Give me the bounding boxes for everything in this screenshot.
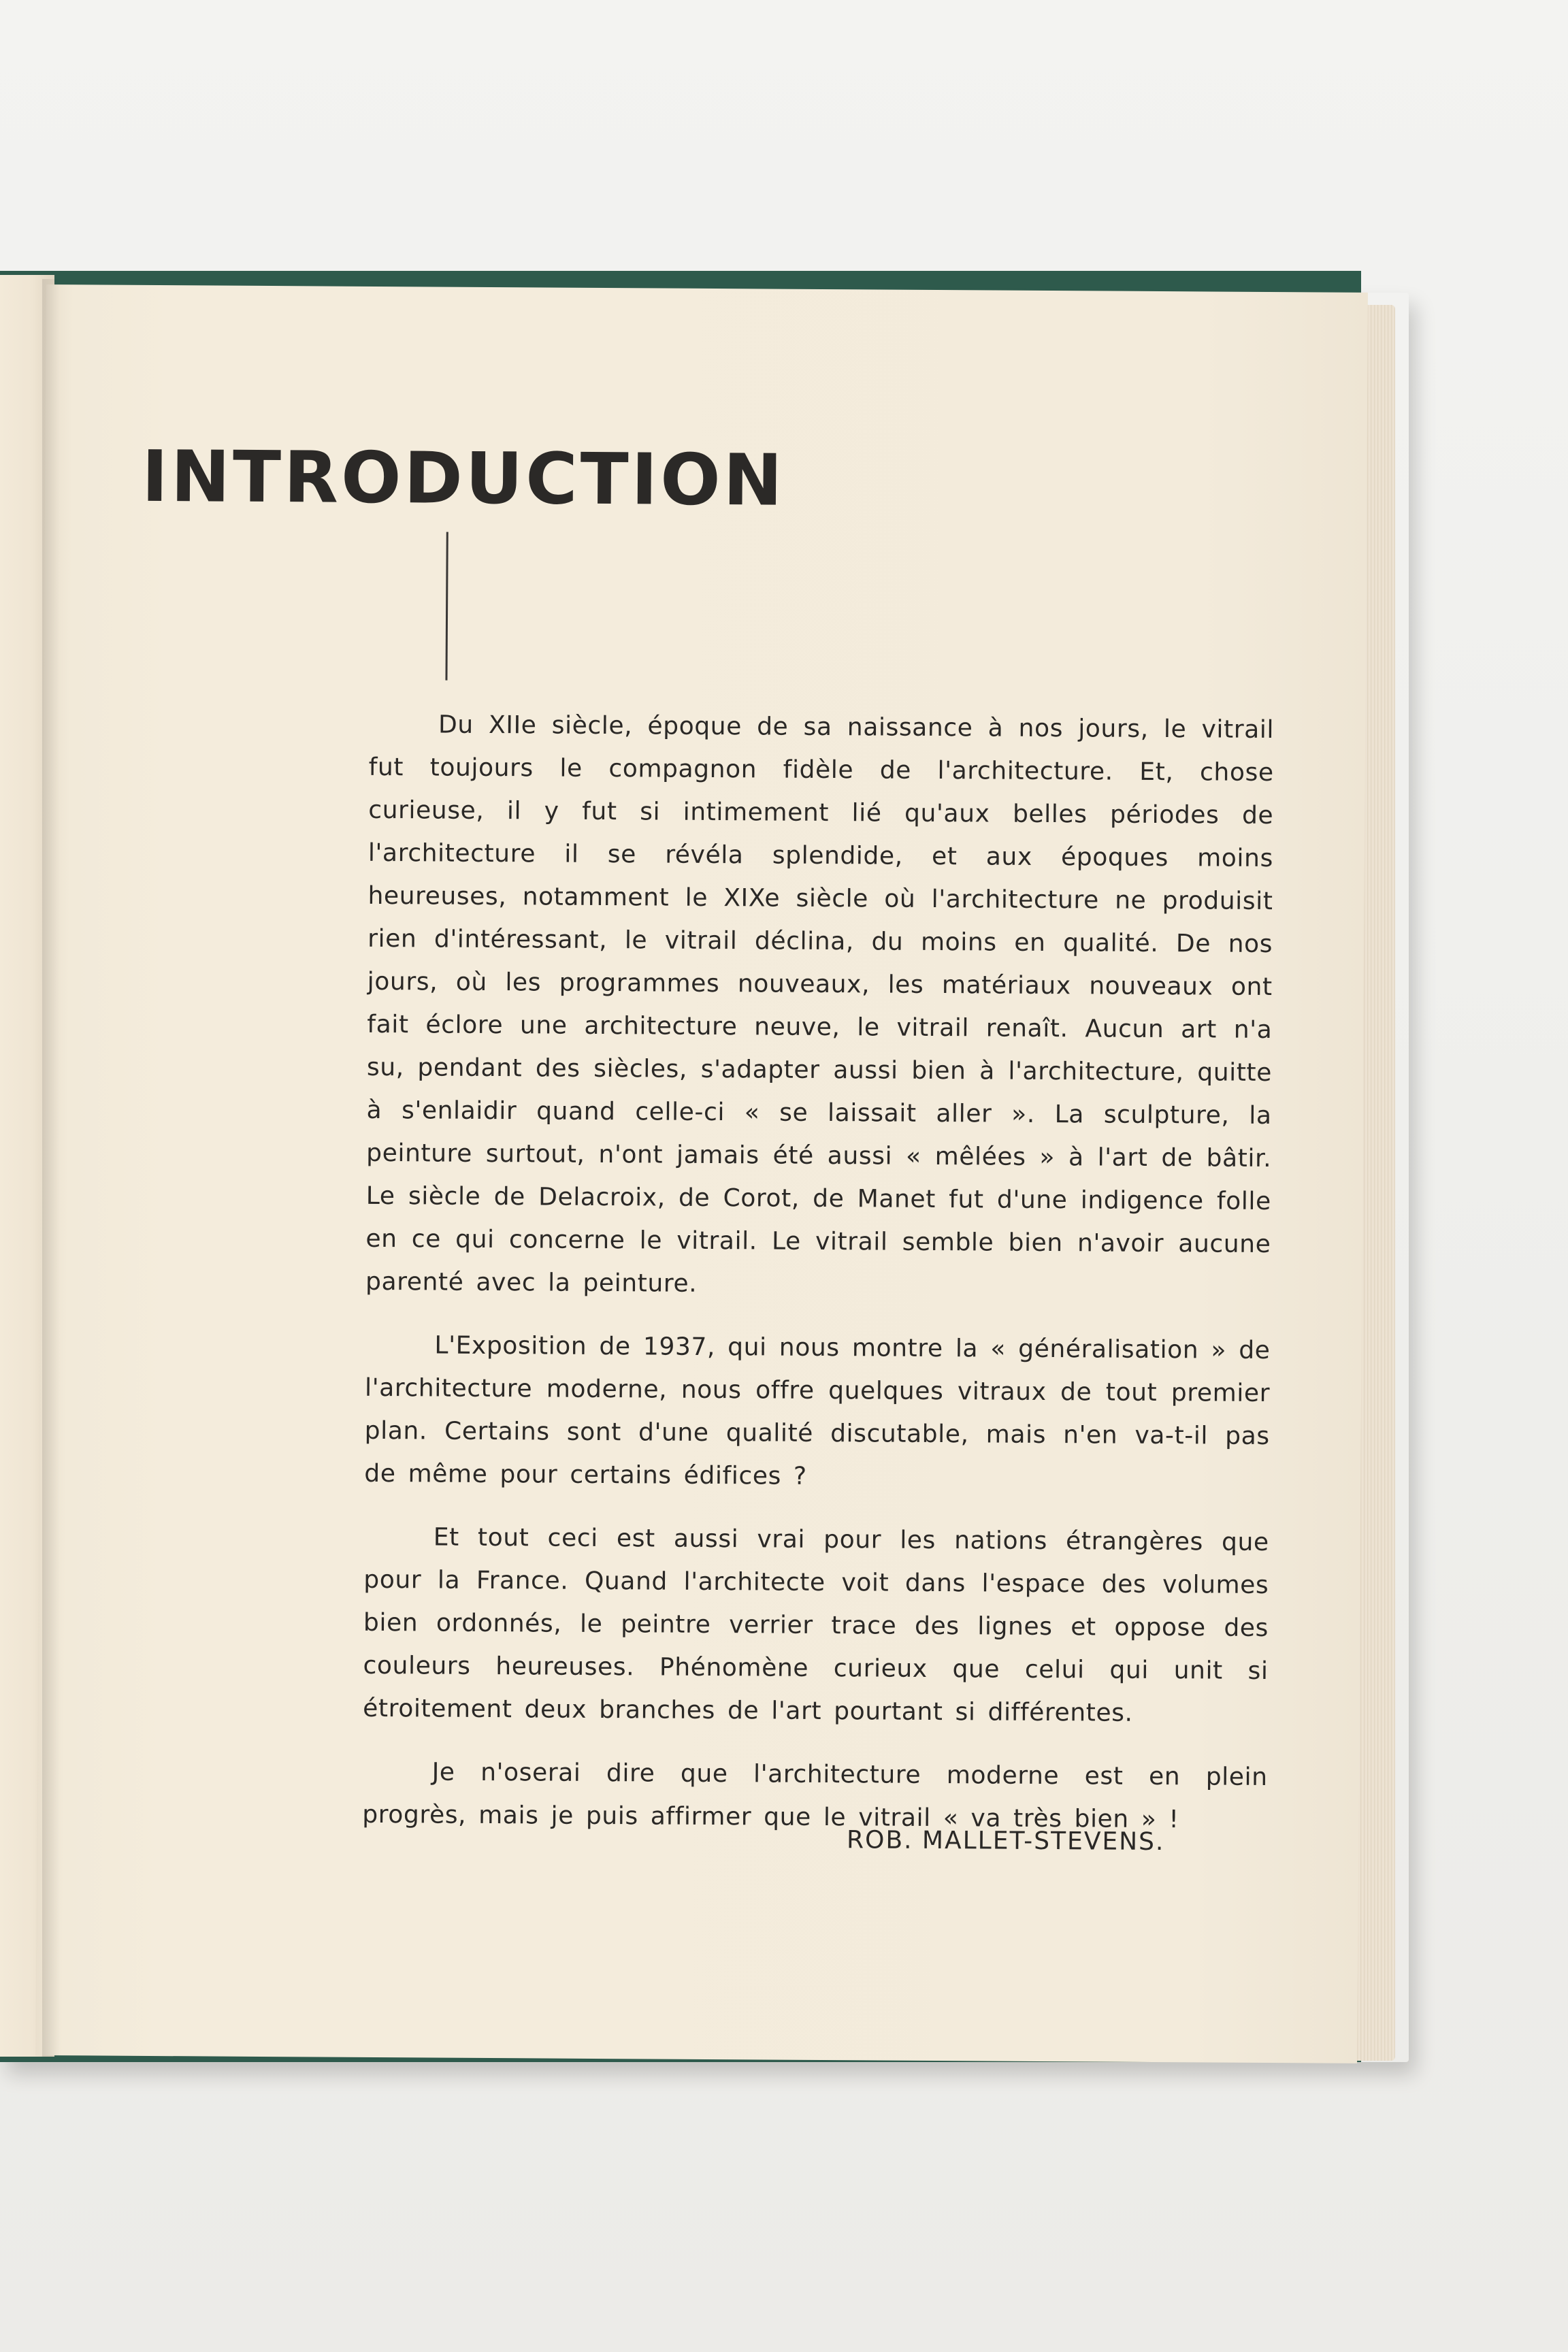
- paragraph-2: L'Exposition de 1937, qui nous montre la « généralisation » de l'architecture moderne, nous offre quelques vitraux de tout premier plan. Certains sont d'une qualité discutable, mais n'en va-t-il pas de même pour certains édifices ?: [364, 1331, 1271, 1490]
- page-title: INTRODUCTION: [141, 434, 785, 522]
- introduction-text: [362, 703, 1274, 1862]
- paragraph-4: Je n'oserai dire que l'architecture moderne est en plein progrès, mais je puis affirmer que le vitrail « va très bien » !: [362, 1758, 1268, 1834]
- vertical-rule: [445, 532, 448, 681]
- author-signature: ROB. MALLET-STEVENS.: [846, 1826, 1165, 1857]
- paragraph-3: Et tout ceci est aussi vrai pour les nations étrangères que pour la France. Quand l'architecte voit dans l'espace des volumes bien ordonnés, le peintre verrier trace des lignes et oppose des couleurs heureuses. Phénomène curieux que celui qui unit si étroitement deux branches de l'art pourtant si différentes.: [363, 1523, 1269, 1727]
- page-content: [35, 284, 1368, 2063]
- paragraph-1: Du XIIe siècle, époque de sa naissance à nos jours, le vitrail fut toujours le compagnon fidèle de l'architecture. Et, chose curieuse, il y fut si intimement lié qu'aux belles périodes de l'architecture il se révéla splendide, et aux époques moins heureuses, notamment le XIXe siècle où l'architecture ne produisit rien d'intéressant, le vitrail déclina, du moins en qualité. De nos jours, où les programmes nouveaux, les matériaux nouveaux ont fait éclore une architecture neuve, le vitrail renaît. Aucun art n'a su, pendant des siècles, s'adapter aussi bien à l'architecture, quitte à s'enlaidir quand celle-ci « se laissait aller ». La sculpture, la peinture surtout, n'ont jamais été aussi « mêlées » à l'art de bâtir. Le siècle de Delacroix, de Corot, de Manet fut d'une indigence folle en ce qui concerne le vitrail. Le vitrail semble bien n'avoir aucune parenté avec la peinture.: [365, 710, 1275, 1298]
